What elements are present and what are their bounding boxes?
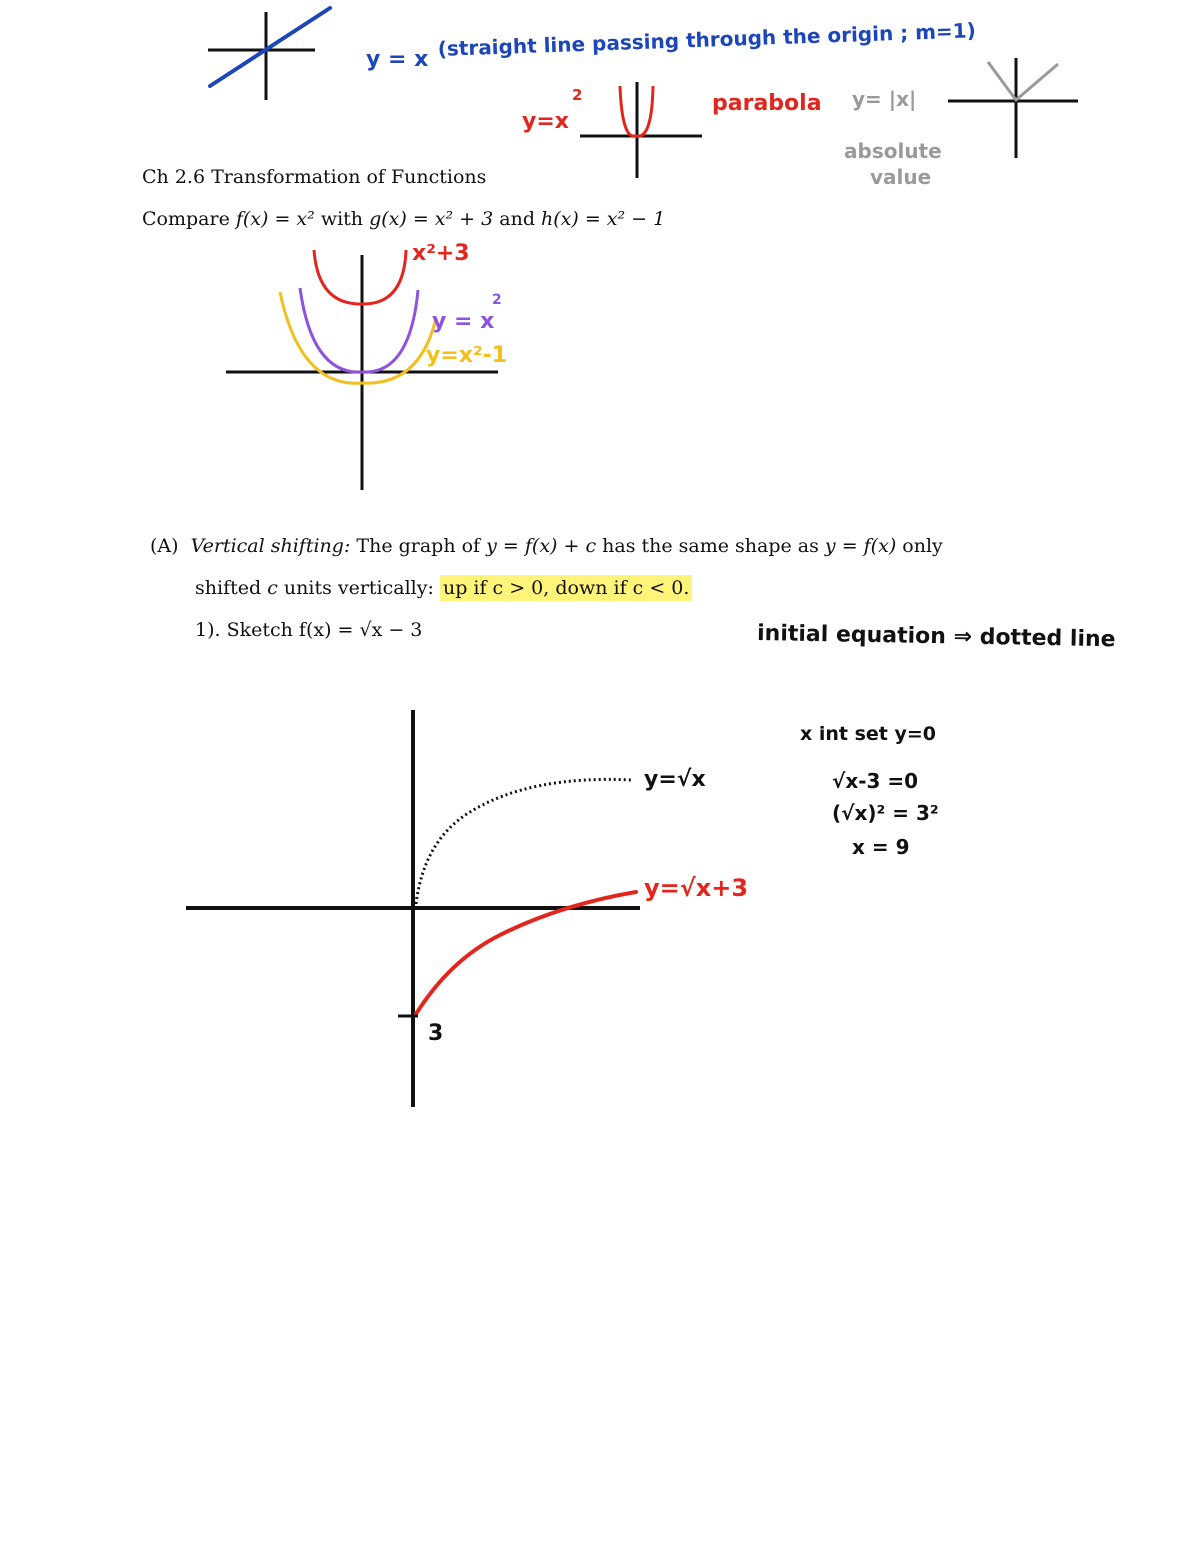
parabola-word: parabola: [712, 91, 822, 116]
sketch-parabola: [580, 82, 702, 178]
work-line-1: √x-3 =0: [832, 769, 919, 793]
section-a-term: Vertical shifting:: [190, 535, 351, 557]
section-a-marker: (A): [150, 535, 179, 557]
sketch-absolute: [948, 58, 1078, 158]
section-a-line-1: [150, 535, 943, 557]
section-a-text-3: only: [902, 535, 943, 557]
compare-g: g(x) = x² + 3: [369, 208, 494, 230]
sqrt-neg3-label: 3: [428, 1021, 444, 1046]
section-a-line-2: [195, 577, 692, 599]
label-shift-down: y=x²-1: [426, 343, 508, 368]
label-shift-up: x²+3: [412, 241, 470, 266]
compare-f: f(x) = x²: [235, 208, 315, 230]
shifted-label: y=√x+3: [644, 874, 749, 902]
label-base: y = x: [432, 309, 495, 334]
yx-label: y = x: [366, 47, 429, 72]
section-a-eq-2: y = f(x): [824, 535, 897, 557]
parabola-equation: y=x: [522, 109, 569, 134]
initial-note: initial equation ⇒ dotted line: [756, 621, 1116, 653]
section-a-text-1: The graph of: [356, 535, 481, 557]
section-a-highlight: up if c > 0, down if c < 0.: [440, 575, 692, 601]
work-line-2: (√x)² = 3²: [832, 801, 939, 825]
compare-line: [142, 208, 665, 230]
section-a-line2-lead: shifted: [195, 577, 262, 599]
linear-line: [210, 8, 330, 86]
intercept-note: x int set y=0: [800, 723, 937, 745]
exercise-1: 1). Sketch f(x) = √x − 3: [195, 619, 423, 641]
curve-base: [300, 288, 418, 372]
label-base-exponent: 2: [492, 292, 502, 308]
compare-and: and: [499, 208, 535, 230]
abs-curve: [988, 62, 1058, 100]
sketch-parabola-family: [226, 250, 498, 490]
curve-shift-up: [314, 250, 406, 304]
compare-h: h(x) = x² − 1: [541, 208, 666, 230]
sketch-linear: [208, 8, 330, 100]
sqrt-label: y=√x: [644, 767, 706, 792]
parabola-exponent: 2: [572, 86, 583, 104]
section-a-line2-c: c: [267, 577, 278, 599]
sqrt-shifted-curve: [416, 892, 636, 1014]
section-a-text-2: has the same shape as: [602, 535, 819, 557]
compare-lead: Compare: [142, 208, 230, 230]
page-title: Ch 2.6 Transformation of Functions: [142, 166, 487, 188]
abs-word-1: absolute: [844, 139, 942, 163]
sketch-sqrt: [186, 710, 640, 1107]
sqrt-dotted-curve: [416, 779, 632, 904]
work-line-3: x = 9: [852, 835, 910, 859]
abs-word-2: value: [870, 165, 932, 189]
compare-with: with: [320, 208, 364, 230]
abs-equation: y= |x|: [852, 87, 917, 111]
yx-note: (straight line passing through the origin ; m=1): [437, 18, 977, 61]
section-a-line2-tail: units vertically:: [283, 577, 434, 599]
section-a-eq-1: y = f(x) + c: [486, 535, 597, 557]
